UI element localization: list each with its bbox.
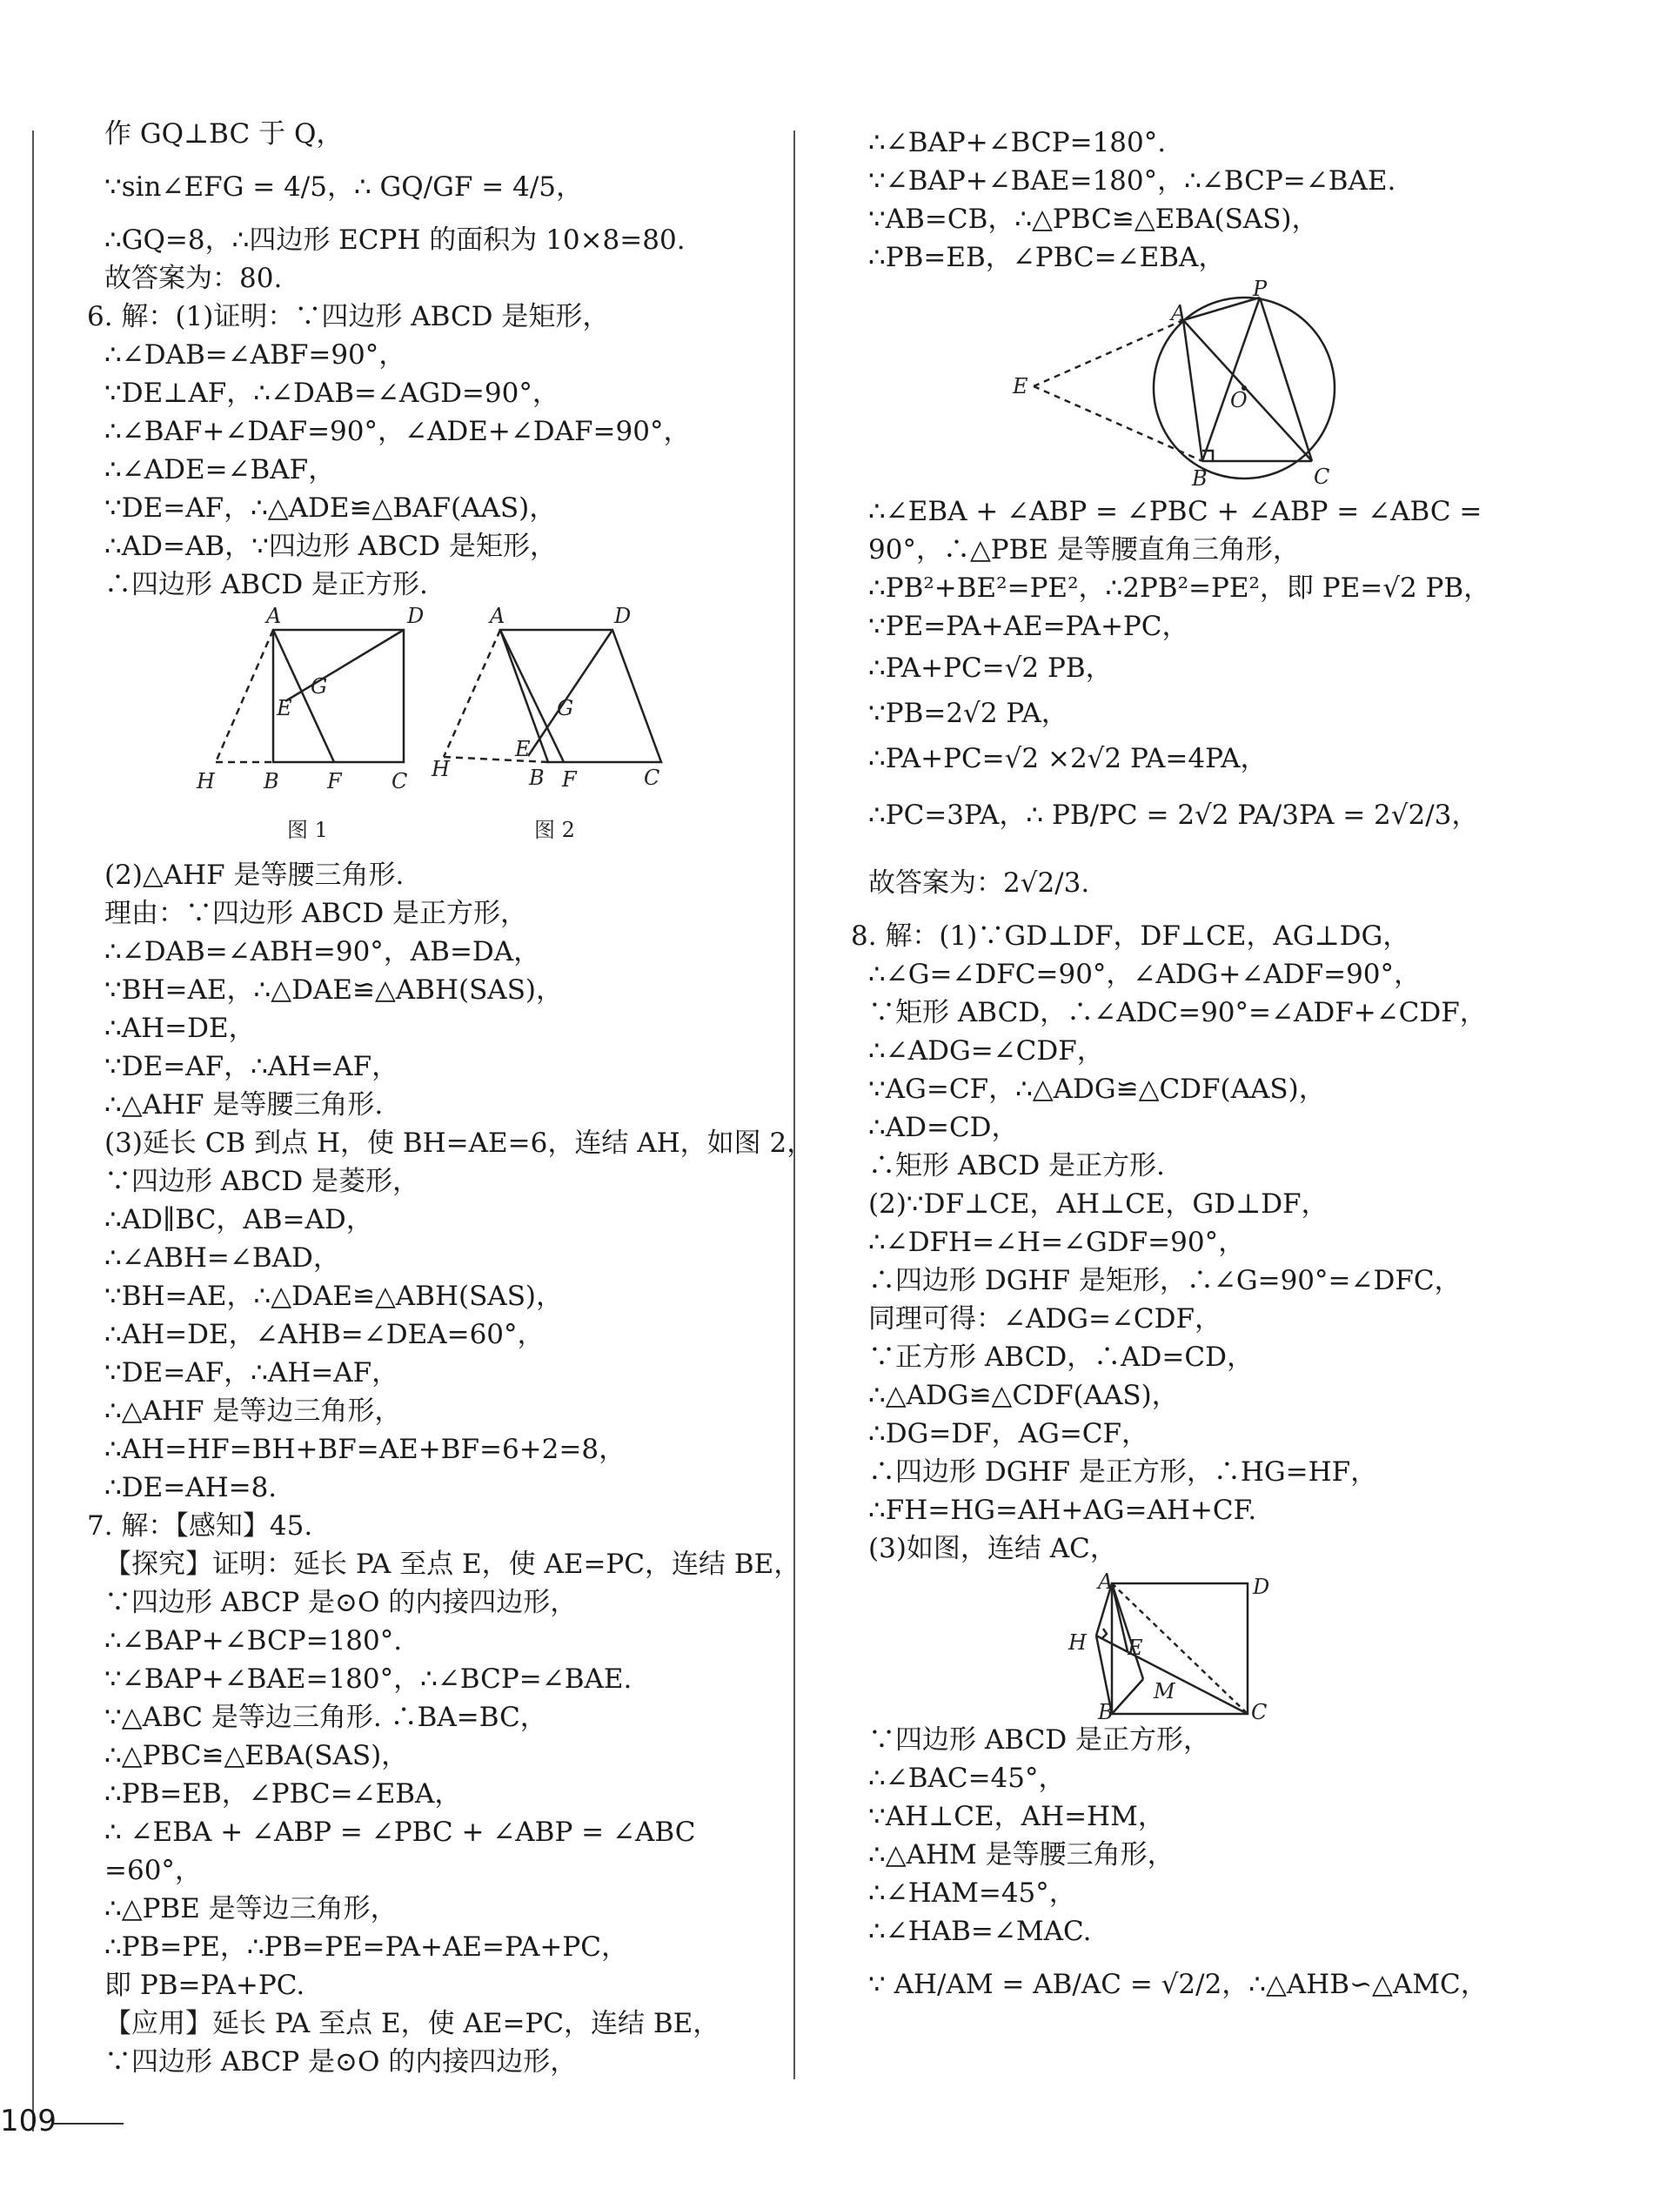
text-line: 同理可得：∠ADG=∠CDF，: [868, 1303, 1222, 1335]
text-line: ∴∠ADG=∠CDF，: [868, 1035, 1104, 1067]
figure-caption-2: 图 2: [534, 818, 575, 842]
text-line: ∴GQ=8，∴四边形 ECPH 的面积为 10×8=80.: [104, 224, 686, 256]
text-line: ∴△PBE 是等边三角形，: [104, 1893, 398, 1924]
text-line: ∴∠ADE=∠BAF，: [104, 454, 336, 485]
text-line: =60°，: [104, 1855, 202, 1886]
text-line: ∴AH=HF=BH+BF=AE+BF=6+2=8，: [104, 1434, 626, 1465]
text-line: (3)延长 CB 到点 H，使 BH=AE=6，连结 AH，如图 2，: [104, 1128, 814, 1159]
text-line: 故答案为：2√2/3.: [868, 867, 1090, 899]
text-line: ∵四边形 ABCP 是⊙O 的内接四边形，: [104, 1587, 578, 1618]
text-line: ∵BH=AE，∴△DAE≌△ABH(SAS)，: [104, 974, 564, 1006]
text-line: ∵DE=AF，∴AH=AF，: [104, 1357, 399, 1389]
text-line: ∵∠BAP+∠BAE=180°，∴∠BCP=∠BAE.: [104, 1663, 633, 1695]
text-line: ∴∠HAM=45°，: [868, 1877, 1076, 1909]
text-line: 理由：∵四边形 ABCD 是正方形，: [104, 898, 528, 929]
label-M: M: [1154, 1679, 1175, 1703]
text-line: ∴PB=PE，∴PB=PE=PA+AE=PA+PC，: [104, 1931, 628, 1963]
right-column: [851, 124, 1547, 2018]
square-figure: [851, 1568, 1547, 1721]
text-line: ∴PC=3PA，∴ PB/PC = 2√2 PA/3PA = 2√2/3，: [868, 800, 1479, 831]
text-line: ∵PE=PA+AE=PA+PC，: [868, 611, 1189, 642]
text-line: 【应用】延长 PA 至点 E，使 AE=PC，连结 BE，: [104, 2008, 720, 2039]
text-line: ∵△ABC 是等边三角形. ∴BA=BC，: [104, 1702, 547, 1733]
text-line: ∵∠BAP+∠BAE=180°，∴∠BCP=∠BAE.: [868, 165, 1396, 197]
text-line: ∴FH=HG=AH+AG=AH+CF.: [868, 1495, 1257, 1526]
text-line: ∴∠EBA + ∠ABP = ∠PBC + ∠ABP = ∠ABC =: [868, 496, 1483, 527]
label-B: B: [264, 769, 279, 793]
label-B: B: [1192, 466, 1208, 491]
text-line: ∴DE=AH=8.: [104, 1472, 278, 1503]
label-D: D: [614, 604, 632, 628]
page-number-rule: [54, 2123, 124, 2125]
text-line: ∴△ADG≌△CDF(AAS)，: [868, 1380, 1179, 1411]
text-line: ∵DE⊥AF，∴∠DAB=∠AGD=90°，: [104, 378, 559, 409]
circle-geometry-svg: [851, 277, 1547, 492]
label-G: G: [557, 696, 574, 720]
text-line: ∴四边形 DGHF 是正方形，∴HG=HF，: [868, 1456, 1378, 1488]
text-line: ∴AH=DE，: [104, 1013, 256, 1044]
question-heading: 6. 解：(1)证明：∵四边形 ABCD 是矩形，: [87, 301, 610, 332]
text-line: ∵AG=CF，∴△ADG≌△CDF(AAS)，: [868, 1074, 1326, 1105]
square-geometry-svg: [851, 1568, 1547, 1721]
label-H: H: [432, 757, 450, 781]
question-heading: 7. 解：【感知】45.: [87, 1510, 313, 1542]
question-heading: 8. 解：(1)∵GD⊥DF，DF⊥CE，AG⊥DG，: [851, 920, 1410, 952]
page-number: 109: [0, 2104, 57, 2138]
text-line: ∴PB²+BE²=PE²，∴2PB²=PE²，即 PE=√2 PB，: [868, 572, 1491, 604]
text-line: ∴∠HAB=∠MAC.: [868, 1916, 1092, 1947]
text-line: 作 GQ⊥BC 于 Q，: [104, 118, 344, 150]
text-line: ∴PA+PC=√2 ×2√2 PA=4PA，: [868, 743, 1268, 774]
label-C: C: [1251, 1700, 1268, 1721]
figure-caption-1: 图 1: [287, 818, 328, 842]
text-line: ∴∠G=∠DFC=90°，∠ADG+∠ADF=90°，: [868, 959, 1422, 990]
text-line: (3)如图，连结 AC，: [868, 1533, 1117, 1564]
text-line: ∵AB=CB，∴△PBC≌△EBA(SAS)，: [868, 204, 1319, 235]
text-line: ∵DE=AF，∴AH=AF，: [104, 1051, 399, 1082]
column-divider: [793, 130, 795, 2079]
text-line: ∵正方形 ABCD，∴AD=CD，: [868, 1342, 1254, 1373]
text-line: ∴△AHF 是等边三角形，: [104, 1395, 402, 1427]
text-line: ∵AH⊥CE，AH=HM，: [868, 1801, 1165, 1832]
label-B: B: [1098, 1700, 1114, 1721]
text-line: ∴△AHM 是等腰三角形，: [868, 1839, 1175, 1870]
label-E: E: [1128, 1636, 1143, 1660]
text-line: ∵DE=AF，∴△ADE≌△BAF(AAS)，: [104, 492, 557, 524]
text-line: ∴∠BAP+∠BCP=180°.: [868, 127, 1167, 158]
text-line: ∵四边形 ABCD 是正方形，: [868, 1724, 1211, 1756]
text-line: ∴四边形 DGHF 是矩形，∴∠G=90°=∠DFC，: [868, 1265, 1462, 1296]
text-line: ∴∠DAB=∠ABH=90°，AB=DA，: [104, 936, 541, 967]
text-line: ∴∠DFH=∠H=∠GDF=90°，: [868, 1227, 1246, 1258]
figures-1-2: [87, 604, 783, 856]
label-D: D: [1253, 1575, 1270, 1599]
text-line: ∴DG=DF，AG=CF，: [868, 1418, 1149, 1449]
text-line: 【探究】证明：延长 PA 至点 E，使 AE=PC，连结 BE，: [104, 1549, 801, 1580]
text-line: ∴矩形 ABCD 是正方形.: [868, 1150, 1165, 1181]
text-line: ∵ AH/AM = AB/AC = √2/2，∴△AHB∽△AMC，: [868, 1969, 1488, 2000]
text-line: 90°，∴△PBE 是等腰直角三角形，: [868, 534, 1300, 565]
label-E: E: [515, 737, 531, 761]
text-line: ∵四边形 ABCP 是⊙O 的内接四边形，: [104, 2046, 578, 2078]
text-line: ∵矩形 ABCD，∴∠ADC=90°=∠ADF+∠CDF，: [868, 997, 1487, 1028]
text-line: ∴PA+PC=√2 PB，: [868, 652, 1113, 684]
label-C: C: [1314, 465, 1330, 489]
label-H: H: [1068, 1630, 1087, 1655]
text-line: ∴PB=EB，∠PBC=∠EBA，: [868, 242, 1226, 273]
text-line: ∴AD=CD，: [868, 1112, 1019, 1143]
text-line: (2)△AHF 是等腰三角形.: [104, 860, 405, 891]
label-B: B: [529, 766, 545, 790]
text-line: ∴AD∥BC，AB=AD，: [104, 1204, 373, 1235]
label-G: G: [311, 674, 328, 699]
label-A: A: [490, 604, 505, 628]
text-line: ∴AH=DE，∠AHB=∠DEA=60°，: [104, 1319, 545, 1350]
geometry-figures-svg: [87, 604, 783, 856]
text-line: ∵四边形 ABCD 是菱形，: [104, 1166, 420, 1197]
label-D: D: [407, 604, 425, 628]
label-O: O: [1230, 388, 1248, 412]
text-line: ∵sin∠EFG = 4/5，∴ GQ/GF = 4/5，: [104, 171, 584, 203]
label-E: E: [277, 696, 292, 720]
text-line: ∴PB=EB，∠PBC=∠EBA，: [104, 1778, 462, 1810]
text-line: ∴∠BAC=45°，: [868, 1763, 1066, 1794]
text-line: ∴AD=AB，∵四边形 ABCD 是矩形，: [104, 531, 557, 562]
label-C: C: [392, 769, 408, 793]
text-line: ∴△PBC≌△EBA(SAS)，: [104, 1740, 409, 1771]
label-H: H: [197, 769, 215, 793]
label-E: E: [1013, 374, 1028, 398]
label-C: C: [644, 766, 660, 790]
text-line: ∴∠DAB=∠ABF=90°，: [104, 339, 406, 371]
text-line: ∵PB=2√2 PA，: [868, 698, 1068, 729]
text-line: 即 PB=PA+PC.: [104, 1970, 305, 2001]
label-A: A: [1171, 301, 1187, 325]
left-margin-rule: [32, 130, 34, 2131]
text-line: ∴∠BAP+∠BCP=180°.: [104, 1625, 403, 1656]
label-A: A: [266, 604, 282, 628]
label-F: F: [327, 769, 342, 793]
text-line: 故答案为：80.: [104, 263, 283, 294]
text-line: ∴四边形 ABCD 是正方形.: [104, 569, 428, 600]
label-A: A: [1098, 1569, 1114, 1594]
circle-figure: [851, 277, 1547, 492]
text-line: ∴ ∠EBA + ∠ABP = ∠PBC + ∠ABP = ∠ABC: [104, 1817, 696, 1848]
text-line: ∴∠ABH=∠BAD，: [104, 1242, 340, 1274]
text-line: (2)∵DF⊥CE，AH⊥CE，GD⊥DF，: [868, 1188, 1329, 1220]
text-line: ∵BH=AE，∴△DAE≌△ABH(SAS)，: [104, 1281, 564, 1312]
left-column: [87, 115, 814, 2081]
label-F: F: [562, 767, 577, 792]
text-line: ∴△AHF 是等腰三角形.: [104, 1089, 384, 1121]
text-line: ∴∠BAF+∠DAF=90°，∠ADE+∠DAF=90°，: [104, 416, 691, 447]
label-P: P: [1253, 277, 1268, 301]
